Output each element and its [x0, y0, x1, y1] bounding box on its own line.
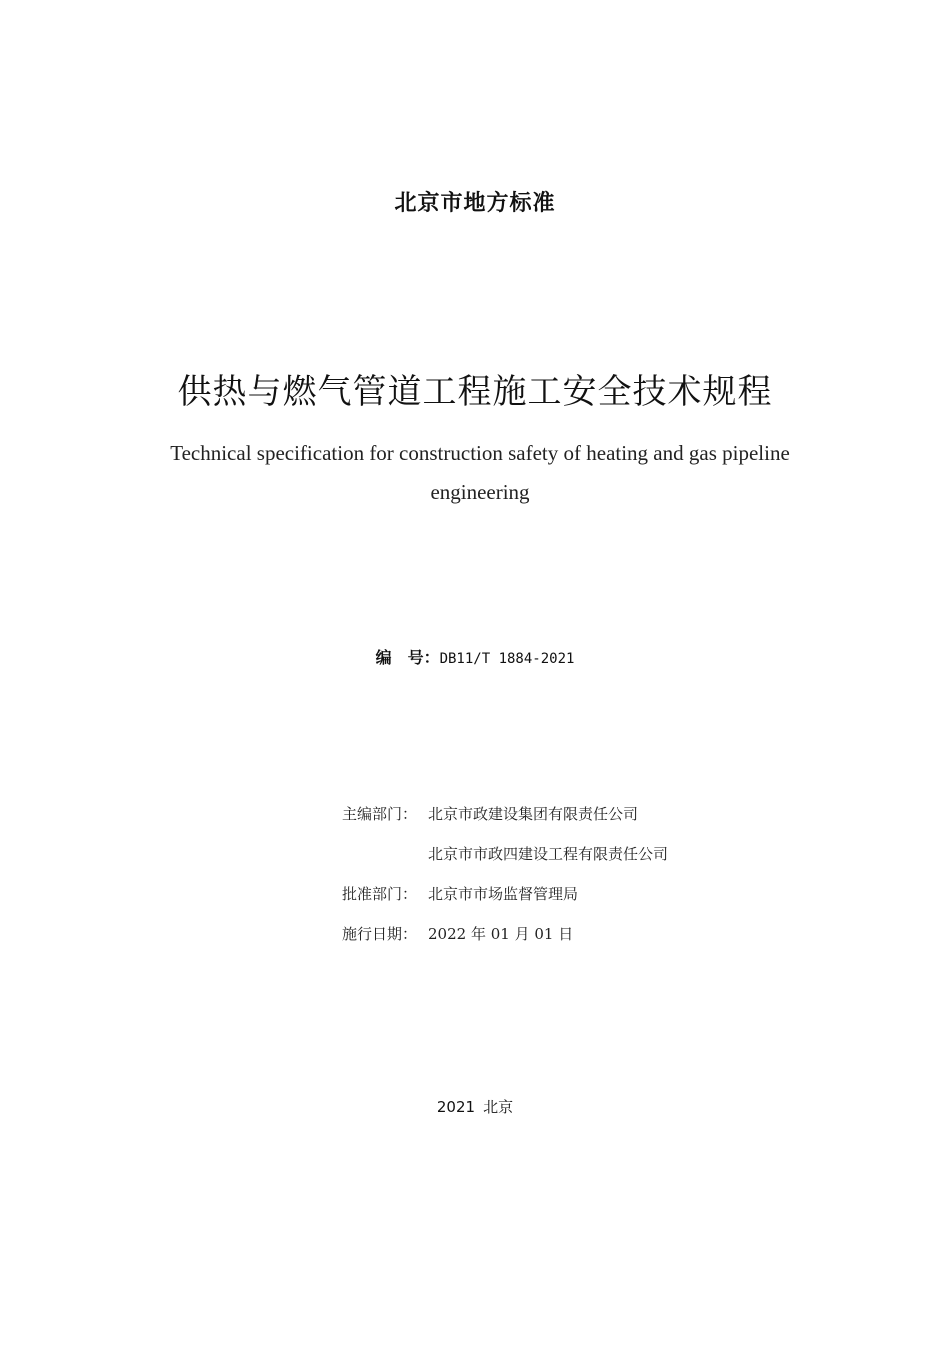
approval-value: 北京市市场监督管理局: [428, 885, 579, 903]
standard-code-label: 编 号：: [375, 648, 440, 667]
chief-editor-label: 主编部门：: [342, 805, 418, 823]
title-chinese: 供热与燃气管道工程施工安全技术规程: [177, 372, 773, 412]
chief-editor-value-2: 北京市市政四建设工程有限责任公司: [428, 845, 669, 863]
chief-editor-row-2: [342, 842, 668, 882]
publication-info: [342, 802, 668, 962]
standard-category: 北京市地方标准: [394, 191, 556, 216]
effective-date-row: [342, 922, 668, 962]
standard-code: [0, 645, 950, 668]
approval-label: 批准部门：: [342, 885, 418, 903]
approval-row: [342, 882, 668, 922]
effective-date-value: 2022 年 01 月 01 日: [428, 925, 574, 943]
standard-code-value: DB11/T 1884-2021: [439, 651, 575, 667]
chief-editor-row: [342, 802, 668, 842]
title-english: Technical specification for construction safety of heating and gas pipeline engineering: [170, 441, 790, 504]
effective-date-label: 施行日期：: [342, 925, 418, 943]
publication-footer: [0, 1096, 950, 1117]
footer-year: 2021: [436, 1098, 476, 1116]
chief-editor-value-1: 北京市政建设集团有限责任公司: [428, 805, 639, 823]
footer-city: 北京: [483, 1098, 514, 1116]
